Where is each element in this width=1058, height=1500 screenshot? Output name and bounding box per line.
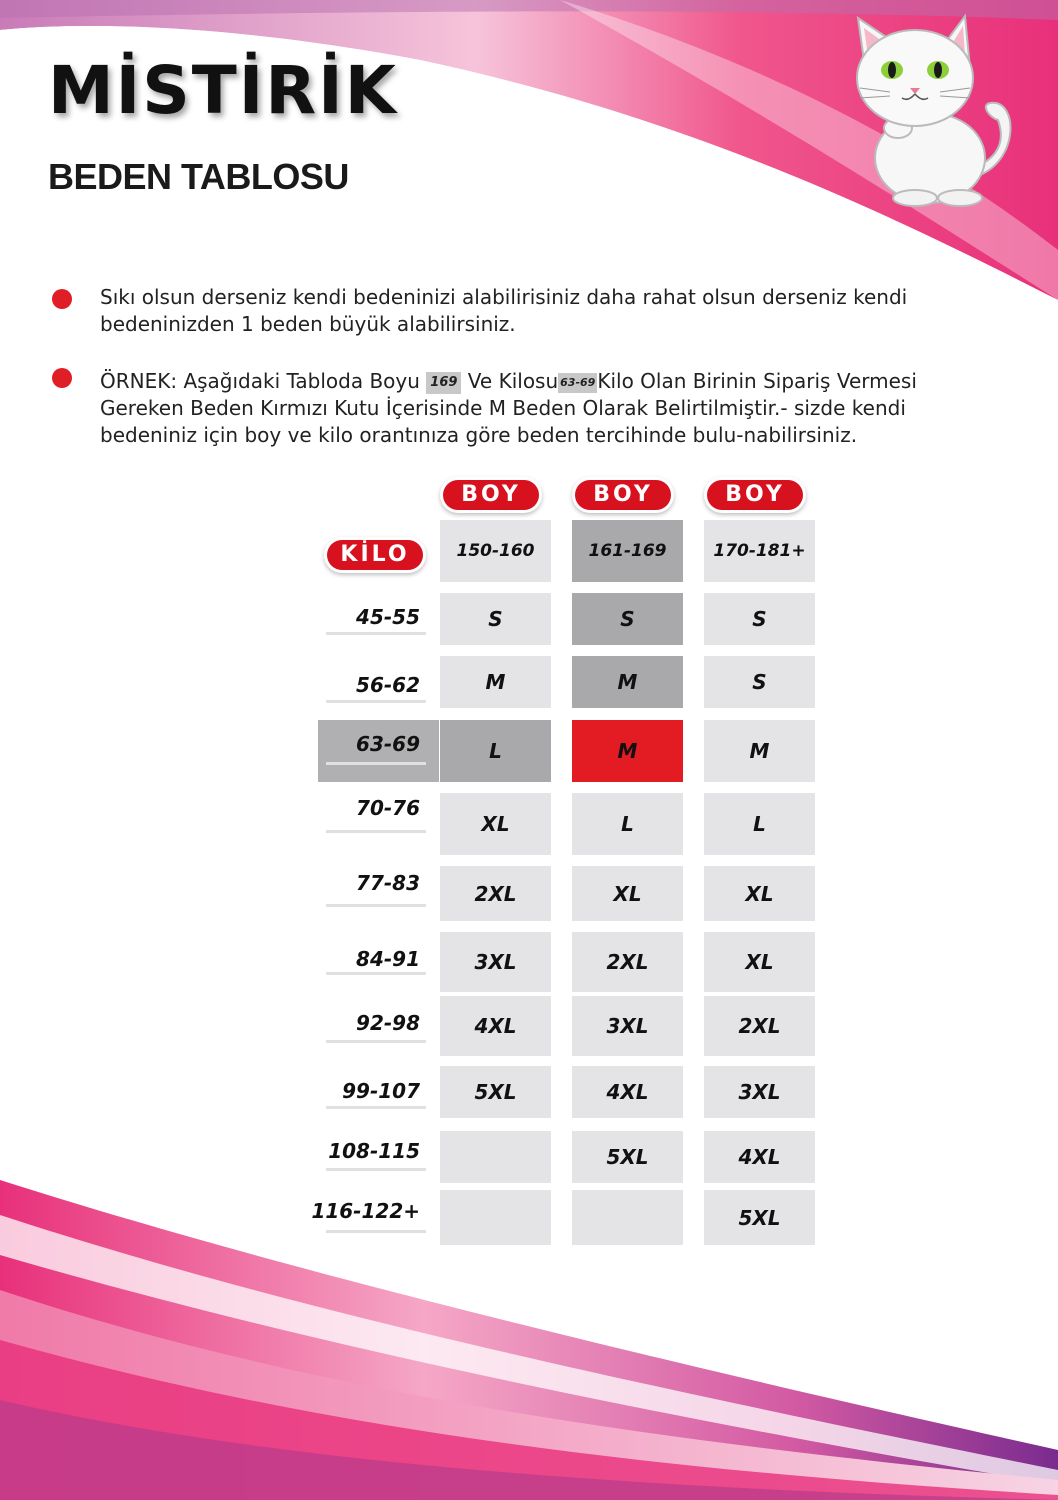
boy-header-pill: BOY xyxy=(707,480,803,510)
white-cat-icon xyxy=(820,8,1020,208)
weight-underline xyxy=(326,700,426,703)
size-cell: M xyxy=(704,720,815,782)
weight-label: 70-76 xyxy=(356,796,420,820)
size-cell: 3XL xyxy=(440,932,551,992)
weight-label: 99-107 xyxy=(342,1079,420,1103)
weight-label: 108-115 xyxy=(328,1139,420,1163)
bullet-icon xyxy=(52,368,72,388)
size-cell: M xyxy=(440,656,551,708)
weight-label: 63-69 xyxy=(356,732,420,756)
height-example-chip: 169 xyxy=(426,372,461,394)
weight-underline xyxy=(326,1040,426,1043)
weight-underline xyxy=(326,972,426,975)
weight-label: 56-62 xyxy=(356,673,420,697)
size-cell: L xyxy=(704,793,815,855)
height-header-cell: 161-169 xyxy=(572,520,683,582)
height-header-cell: 170-181+ xyxy=(704,520,815,582)
size-cell: XL xyxy=(440,793,551,855)
size-cell: XL xyxy=(704,866,815,921)
size-cell: 4XL xyxy=(440,996,551,1056)
weight-underline xyxy=(326,632,426,635)
size-cell: S xyxy=(572,593,683,645)
note-tight-fit: Sıkı olsun derseniz kendi bedeninizi alabilirisiniz daha rahat olsun derseniz kendi bedeninizden 1 beden büyük alabilirsiniz. xyxy=(100,285,908,336)
size-cell xyxy=(440,1190,551,1245)
weight-label: 77-83 xyxy=(356,871,420,895)
size-cell: S xyxy=(704,656,815,708)
weight-underline xyxy=(326,830,426,833)
weight-label: 84-91 xyxy=(356,947,420,971)
weight-label: 45-55 xyxy=(356,605,420,629)
size-cell: 2XL xyxy=(572,932,683,992)
weight-underline xyxy=(326,904,426,907)
size-cell: L xyxy=(440,720,551,782)
size-cell: 4XL xyxy=(572,1066,683,1118)
page-title: BEDEN TABLOSU xyxy=(48,156,349,197)
size-cell xyxy=(572,1190,683,1245)
size-cell: 5XL xyxy=(572,1131,683,1183)
note-example-text: Ve Kilosu xyxy=(467,369,559,393)
weight-label: 92-98 xyxy=(356,1011,420,1035)
size-cell: 3XL xyxy=(572,996,683,1056)
weight-underline xyxy=(326,1106,426,1109)
weight-underline xyxy=(326,1230,426,1233)
size-cell: M xyxy=(572,720,683,782)
boy-header-pill: BOY xyxy=(575,480,671,510)
weight-underline xyxy=(326,762,426,765)
size-cell: M xyxy=(572,656,683,708)
size-cell: 5XL xyxy=(704,1190,815,1245)
kilo-header-pill: KİLO xyxy=(327,540,423,570)
size-cell: 2XL xyxy=(704,996,815,1056)
weight-example-chip: 63-69 xyxy=(558,373,597,393)
size-cell: S xyxy=(704,593,815,645)
size-cell: 2XL xyxy=(440,866,551,921)
height-header-cell: 150-160 xyxy=(440,520,551,582)
weight-label: 116-122+ xyxy=(311,1199,420,1223)
boy-header-pill: BOY xyxy=(443,480,539,510)
size-cell: S xyxy=(440,593,551,645)
note-example-text: Kilo Olan Birinin Sipariş Vermesi Gereken Beden Kırmızı Kutu İçerisinde M Beden Olarak Belirtilmiştir.- sizde kendi bedeniniz için boy ve kilo orantınıza göre beden tercihinde bulu-nabilirsiniz. xyxy=(100,369,917,447)
size-cell: XL xyxy=(704,932,815,992)
note-example xyxy=(100,368,1000,449)
size-cell: 5XL xyxy=(440,1066,551,1118)
bullet-icon xyxy=(52,289,72,309)
size-cell: 4XL xyxy=(704,1131,815,1183)
size-cell xyxy=(440,1131,551,1183)
size-cell: 3XL xyxy=(704,1066,815,1118)
size-cell: XL xyxy=(572,866,683,921)
note-example-text: ÖRNEK: Aşağıdaki Tabloda Boyu xyxy=(100,369,420,393)
weight-underline xyxy=(326,1168,426,1171)
brand-title: MİSTİRİK xyxy=(48,52,398,129)
size-cell: L xyxy=(572,793,683,855)
